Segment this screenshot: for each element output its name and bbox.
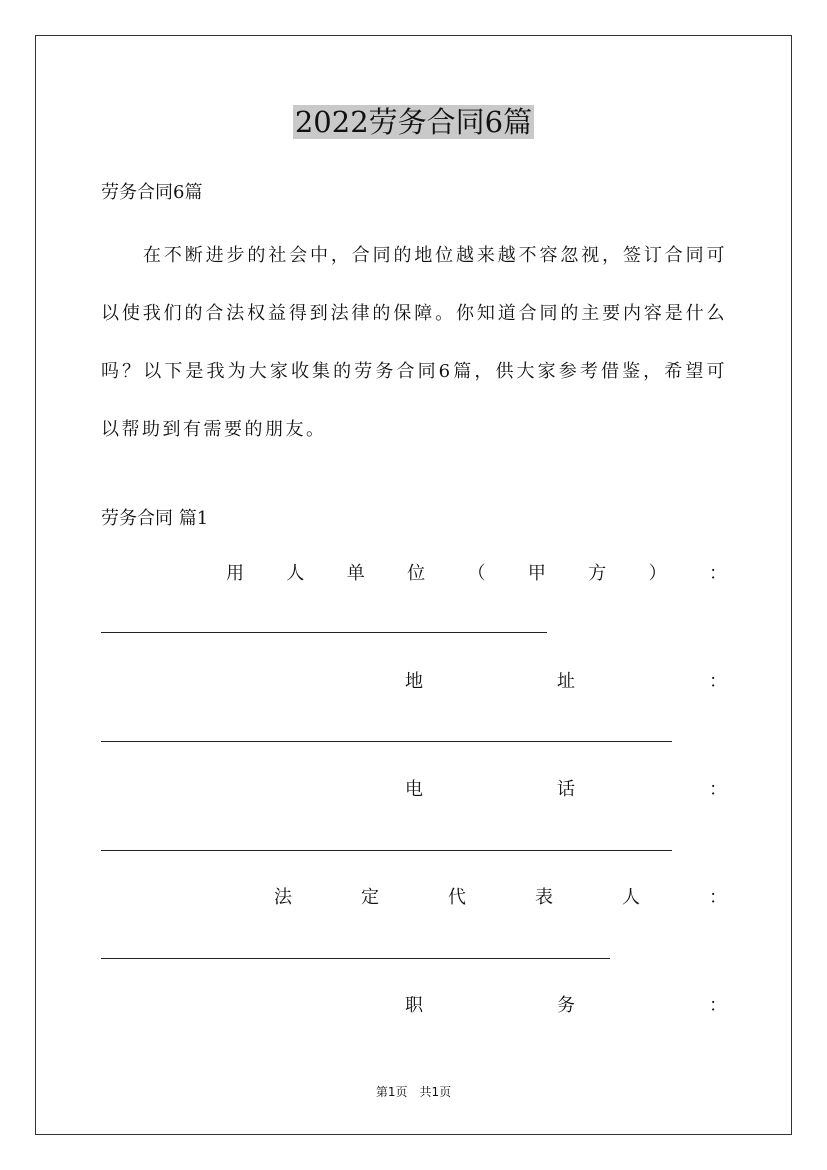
field-char: 甲 [527, 563, 546, 584]
field-char: 话 [557, 779, 575, 800]
field-char: ： [709, 887, 727, 908]
field-char: 用 [226, 563, 244, 584]
phone-field-label [405, 777, 727, 803]
intro-paragraph: 在不断进步的社会中，合同的地位越来越不容忽视，签订合同可以使我们的合法权益得到法律的保障。你知道合同的主要内容是什么吗？以下是我为大家收集的劳务合同6篇，供大家参考借鉴，希望可以帮助到有需要的朋友。 [101, 245, 727, 440]
section-heading: 劳务合同 篇1 [101, 508, 209, 529]
field-char: 表 [535, 887, 553, 908]
employer-fill-line [101, 632, 547, 633]
field-char: 代 [448, 887, 466, 908]
field-char: （ [467, 563, 486, 584]
document-title-wrapper [0, 102, 827, 142]
field-char: 务 [557, 995, 575, 1016]
address-field-label [405, 669, 727, 695]
field-char: ： [709, 995, 727, 1016]
field-char: 单 [346, 563, 365, 584]
field-char: 址 [557, 671, 575, 692]
field-char: 职 [405, 995, 423, 1016]
document-subtitle: 劳务合同6篇 [101, 182, 203, 203]
page-footer: 第1页 共1页 [375, 1085, 452, 1099]
field-char: 位 [407, 563, 426, 584]
field-char: 方 [588, 563, 607, 584]
field-char: 地 [405, 671, 423, 692]
address-fill-line [101, 741, 672, 742]
legal-representative-fill-line [101, 958, 610, 959]
field-char: ： [709, 779, 727, 800]
position-field-label [405, 993, 727, 1019]
phone-fill-line [101, 850, 672, 851]
employer-field-label [226, 561, 727, 587]
field-char: 定 [361, 887, 379, 908]
field-char: 法 [274, 887, 292, 908]
document-title: 2022劳务合同6篇 [294, 105, 533, 139]
field-char: 人 [622, 887, 640, 908]
field-char: 人 [286, 563, 305, 584]
field-char: 电 [405, 779, 423, 800]
field-char: ） [648, 563, 667, 584]
legal-representative-field-label [274, 885, 727, 911]
field-char: ： [709, 671, 727, 692]
field-char: ： [709, 563, 727, 584]
